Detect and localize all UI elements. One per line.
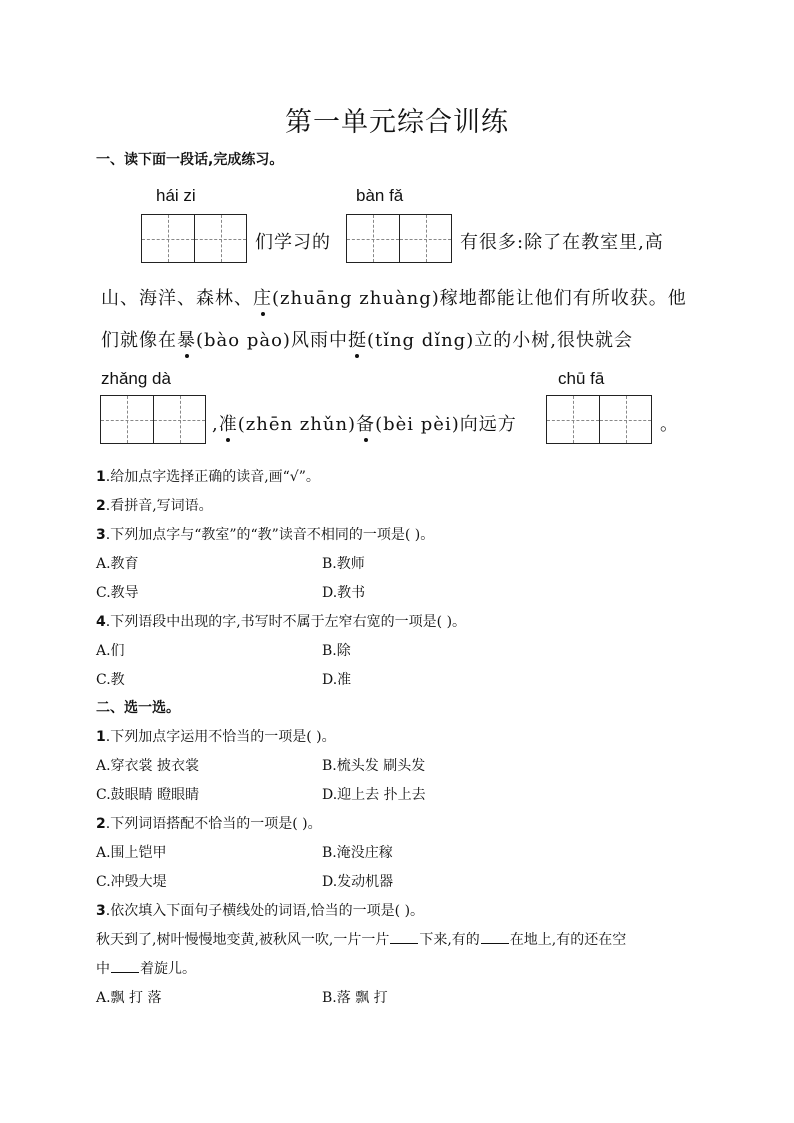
passage-text-2: 有很多:除了在教室里,高 [460, 232, 664, 253]
pinyin-chufa: chū fā [558, 369, 605, 388]
writing-cell[interactable] [101, 396, 153, 443]
option-c[interactable]: C.冲毁大堤 [96, 874, 167, 890]
passage-line-4: ,准(zhēn zhǔn)备(bèi pèi)向远方 [212, 410, 517, 436]
option-b[interactable]: B.梳头发 刷头发 [322, 758, 426, 774]
sec2-question-3: 3.依次填入下面句子横线处的词语,恰当的一项是( )。 [96, 903, 425, 919]
answer-blank[interactable] [481, 943, 509, 944]
option-a[interactable]: A.们 [96, 643, 125, 659]
passage-text-1: 们学习的 [255, 232, 331, 253]
writing-cell[interactable] [347, 215, 399, 262]
option-d[interactable]: D.迎上去 扑上去 [322, 787, 426, 803]
writing-grid-haizi[interactable] [141, 214, 247, 263]
sec1-question-1: 1.给加点字选择正确的读音,画“√”。 [96, 469, 320, 485]
fill-sentence-line-2: 中 着旋儿。 [96, 961, 196, 977]
pinyin-haizi: hái zi [156, 186, 196, 205]
sec2-question-1: 1.下列加点字运用不恰当的一项是( )。 [96, 729, 336, 745]
option-b[interactable]: B.落 飘 打 [322, 990, 388, 1006]
writing-grid-banfa[interactable] [346, 214, 452, 263]
passage-line-3: 们就像在暴(bào pào)风雨中挺(tǐng dǐng)立的小树,很快就会 [101, 326, 633, 352]
option-a[interactable]: A.围上铠甲 [96, 845, 167, 861]
pinyin-banfa: bàn fǎ [356, 186, 404, 205]
pinyin-zhangda: zhǎng dà [101, 369, 171, 388]
section-1-heading: 一、读下面一段话,完成练习。 [96, 152, 284, 168]
option-b[interactable]: B.淹没庄稼 [322, 845, 393, 861]
writing-cell[interactable] [399, 215, 451, 262]
sec1-question-4: 4.下列语段中出现的字,书写时不属于左窄右宽的一项是( )。 [96, 614, 467, 630]
option-a[interactable]: A.飘 打 落 [96, 990, 162, 1006]
page-title: 第一单元综合训练 [285, 107, 509, 138]
sec1-question-2: 2.看拼音,写词语。 [96, 498, 213, 514]
option-b[interactable]: B.教师 [322, 556, 365, 572]
answer-blank[interactable] [111, 972, 139, 973]
writing-cell[interactable] [142, 215, 194, 262]
option-d[interactable]: D.准 [322, 672, 352, 688]
option-d[interactable]: D.发动机器 [322, 874, 394, 890]
writing-cell[interactable] [194, 215, 246, 262]
passage-line-2: 山、海洋、森林、庄(zhuāng zhuàng)稼地都能让他们有所收获。他 [101, 284, 687, 310]
writing-grid-zhangda[interactable] [100, 395, 206, 444]
option-a[interactable]: A.穿衣裳 披衣裳 [96, 758, 200, 774]
writing-cell[interactable] [153, 396, 205, 443]
dotted-char: 备 [356, 410, 375, 436]
fill-sentence-line-1: 秋天到了,树叶慢慢地变黄,被秋风一吹,一片一片 下来,有的 在地上,有的还在空 [96, 932, 627, 948]
writing-cell[interactable] [599, 396, 651, 443]
option-d[interactable]: D.教书 [322, 585, 366, 601]
option-c[interactable]: C.鼓眼睛 瞪眼睛 [96, 787, 200, 803]
writing-cell[interactable] [547, 396, 599, 443]
writing-grid-chufa[interactable] [546, 395, 652, 444]
dotted-char: 挺 [348, 326, 367, 352]
dotted-char: 庄 [253, 284, 272, 310]
dotted-char: 暴 [177, 326, 196, 352]
sec2-question-2: 2.下列词语搭配不恰当的一项是( )。 [96, 816, 322, 832]
option-a[interactable]: A.教育 [96, 556, 139, 572]
section-2-heading: 二、选一选。 [96, 700, 180, 716]
option-b[interactable]: B.除 [322, 643, 351, 659]
option-c[interactable]: C.教导 [96, 585, 139, 601]
option-c[interactable]: C.教 [96, 672, 125, 688]
dotted-char: 准 [219, 410, 238, 436]
passage-end: 。 [660, 414, 679, 435]
answer-blank[interactable] [390, 943, 418, 944]
sec1-question-3: 3.下列加点字与“教室”的“教”读音不相同的一项是( )。 [96, 527, 435, 543]
